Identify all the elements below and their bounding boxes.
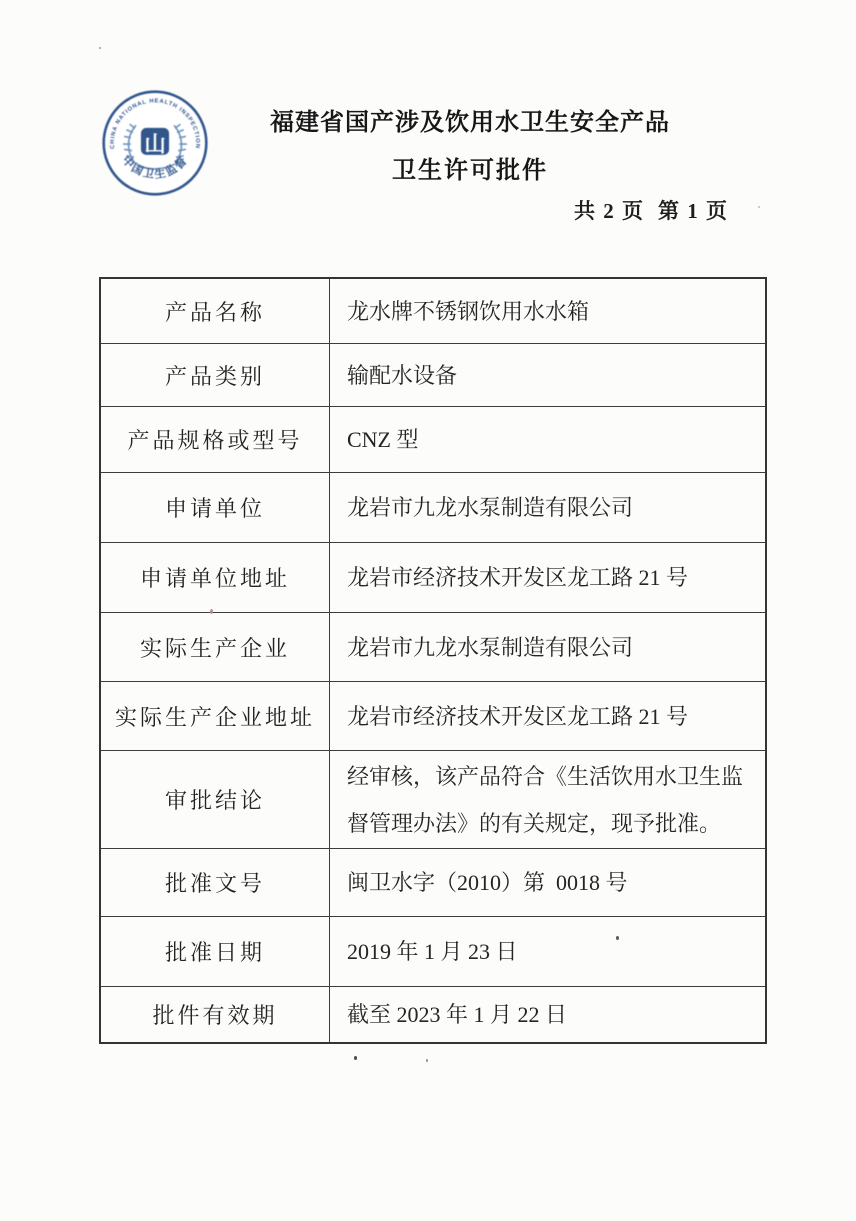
row-value: CNZ 型	[347, 427, 419, 452]
table-row-validity-period	[101, 986, 765, 1042]
table-row-applicant-address	[101, 542, 765, 612]
scan-speck	[426, 1059, 428, 1062]
row-value: 龙岩市经济技术开发区龙工路 21 号	[347, 565, 689, 590]
certificate-table	[99, 277, 767, 1044]
table-row-product-model	[101, 406, 765, 472]
table-row-product-name	[101, 279, 765, 343]
row-label: 审批结论	[101, 751, 330, 848]
scan-speck	[758, 206, 760, 208]
scan-speck	[210, 609, 213, 614]
row-label: 产品类别	[101, 344, 330, 406]
document-title-line1: 福建省国产涉及饮用水卫生安全产品	[270, 109, 670, 136]
table-row-approval-date	[101, 916, 765, 986]
table-row-manufacturer	[101, 612, 765, 681]
logo-mountain-glyph: 山	[144, 131, 166, 157]
page-number-info: 共 2 页 第 1 页	[574, 199, 729, 223]
row-label: 批准文号	[101, 849, 330, 916]
table-row-applicant	[101, 472, 765, 542]
row-label: 申请单位	[101, 473, 330, 542]
row-value: 龙水牌不锈钢饮用水水箱	[347, 298, 590, 324]
table-row-approval-conclusion	[101, 750, 765, 848]
row-value: 龙岩市九龙水泵制造有限公司	[347, 634, 634, 660]
row-value: 输配水设备	[347, 362, 458, 388]
row-value: 闽卫水字（2010）第 0018 号	[347, 870, 628, 895]
row-label: 批件有效期	[101, 987, 330, 1042]
row-value: 2019 年 1 月 23 日	[347, 939, 518, 964]
logo-ring-text: CHINA NATIONAL HEALTH INSPECTION	[109, 98, 201, 150]
row-label: 申请单位地址	[101, 543, 330, 612]
row-value: 龙岩市九龙水泵制造有限公司	[347, 495, 634, 520]
document-title-line2: 卫生许可批件	[392, 157, 548, 184]
table-row-manufacturer-address	[101, 681, 765, 750]
logo-bottom-text: 中国卫生监督	[119, 154, 191, 182]
row-value: 截至 2023 年 1 月 22 日	[347, 1002, 568, 1027]
row-label: 实际生产企业地址	[101, 682, 330, 750]
scan-speck	[616, 936, 619, 940]
row-label: 批准日期	[101, 917, 330, 986]
row-label: 产品规格或型号	[101, 407, 330, 472]
scan-speck	[354, 1056, 357, 1060]
row-label: 实际生产企业	[101, 613, 330, 681]
table-row-approval-number	[101, 848, 765, 916]
table-row-product-category	[101, 343, 765, 406]
row-value: 经审核，该产品符合《生活饮用水卫生监督管理办法》的有关规定，现予批准。	[347, 763, 744, 836]
scan-speck	[99, 47, 101, 49]
row-label: 产品名称	[101, 279, 330, 343]
row-value: 龙岩市经济技术开发区龙工路 21 号	[347, 703, 689, 729]
